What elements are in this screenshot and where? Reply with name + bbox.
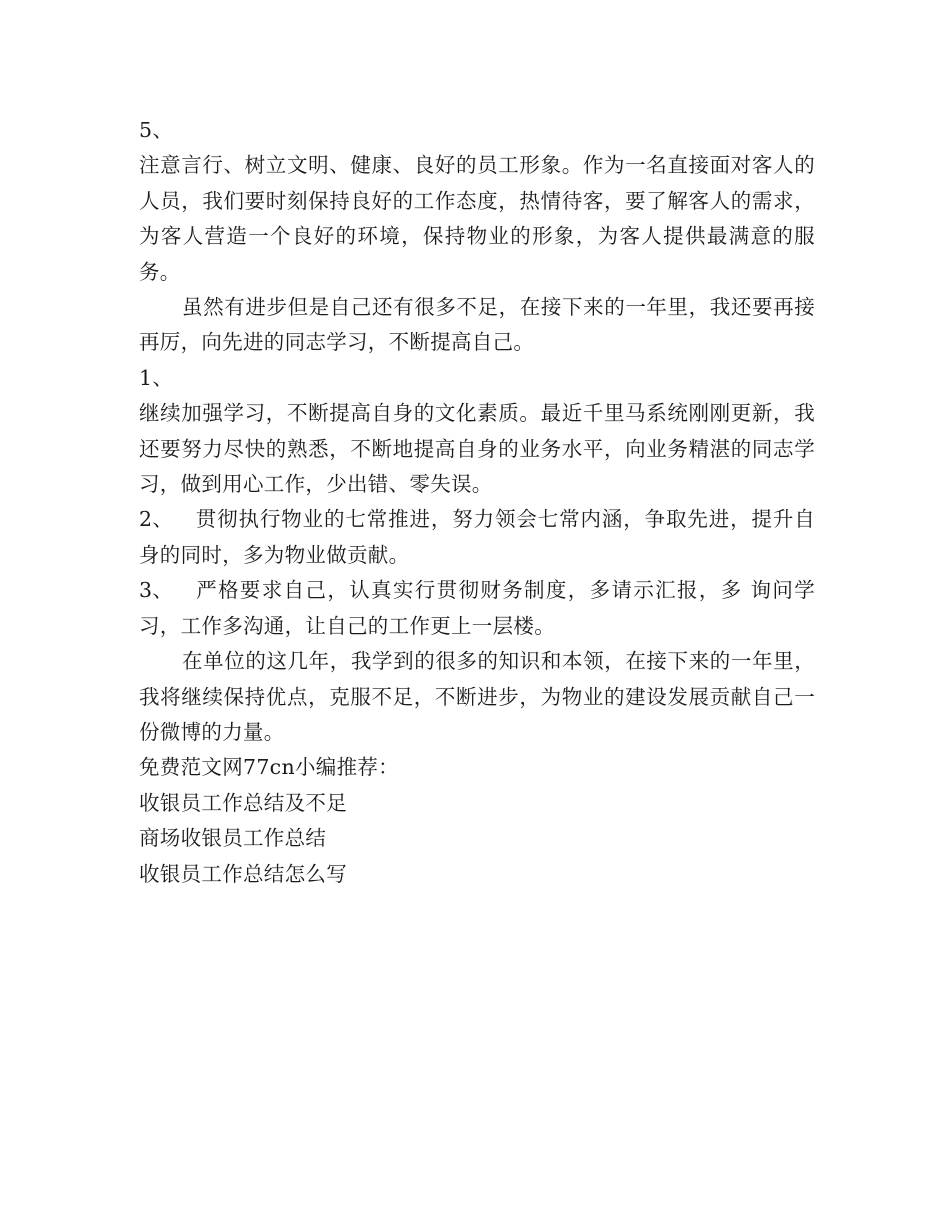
paragraph-shortcomings: 虽然有进步但是自己还有很多不足，在接下来的一年里，我还要再接再厉，向先进的同志学习，不断提高自己。 xyxy=(139,295,815,355)
recommend-heading: 免费范文网77cn小编推荐： xyxy=(139,755,399,780)
recommend-link-2[interactable]: 商场收银员工作总结 xyxy=(139,826,327,851)
paragraph-continue-learning: 继续加强学习，不断提高自身的文化素质。最近千里马系统刚刚更新，我还要努力尽快的熟悉，不断地提高自身的业务水平，向业务精湛的同志学习，做到用心工作，少出错、零失误。 xyxy=(139,401,815,497)
list-number-2: 2、 xyxy=(139,507,174,532)
document-body xyxy=(139,113,815,892)
list-number-5: 5、 xyxy=(139,118,174,142)
paragraph-conclusion: 在单位的这几年，我学到的很多的知识和本领，在接下来的一年里，我将继续保持优点，克服不足，不断进步，为物业的建设发展贡献自己一份微博的力量。 xyxy=(139,649,815,744)
list-item-2 xyxy=(139,502,815,573)
list-number-1: 1、 xyxy=(139,365,174,390)
list-item-3-text: 严格要求自己，认真实行贯彻财务制度，多请示汇报，多 询问学习，工作多沟通，让自己的工作更上一层楼。 xyxy=(139,578,815,638)
recommend-link-1[interactable]: 收银员工作总结及不足 xyxy=(139,790,347,815)
list-item-2-text: 贯彻执行物业的七常推进，努力领会七常内涵，争取先进，提升自身的同时，多为物业做贡献。 xyxy=(139,507,815,567)
list-item-3 xyxy=(139,573,815,644)
list-number-3: 3、 xyxy=(139,578,174,603)
paragraph-employee-image: 注意言行、树立文明、健康、良好的员工形象。作为一名直接面对客人的人员，我们要时刻保持良好的工作态度，热情待客，要了解客人的需求，为客人营造一个良好的环境，保持物业的形象，为客人提供最满意的服务。 xyxy=(139,153,815,284)
recommend-link-3[interactable]: 收银员工作总结怎么写 xyxy=(139,861,347,886)
